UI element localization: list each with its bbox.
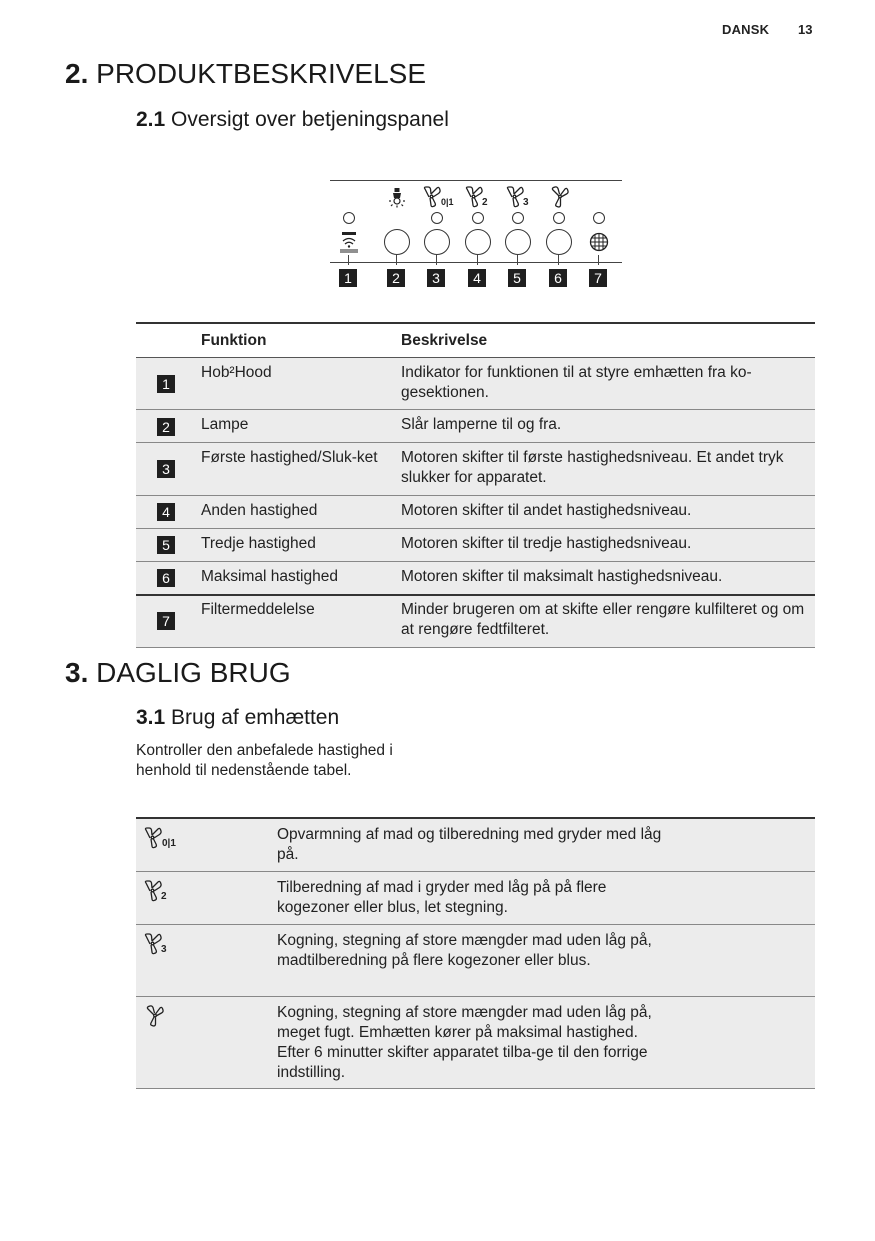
table-row <box>136 358 815 410</box>
fan-speed-label: 0|1 <box>441 197 454 207</box>
table-row <box>136 997 815 1089</box>
fan-speed-label: 3 <box>523 197 529 208</box>
fan-max-icon <box>543 185 577 209</box>
fan-speed-icon <box>420 185 454 209</box>
table-row <box>136 596 815 648</box>
usage-description: Kogning, stegning af store mængder mad uden låg på, madtilberedning på flere kogezoner eller blus. <box>277 932 652 969</box>
fan-speed-icon <box>143 827 177 849</box>
filter-led <box>593 212 605 224</box>
callout-number: 1 <box>339 269 357 287</box>
callout-tick <box>436 255 437 265</box>
row-number-badge: 3 <box>157 460 175 478</box>
fan-speed-icon <box>461 185 495 209</box>
table-row <box>136 496 815 529</box>
table-row <box>136 529 815 562</box>
fan-speed-icon <box>143 880 177 902</box>
panel-top-line <box>330 180 622 181</box>
control-panel-diagram <box>330 175 622 295</box>
speed-3-led <box>512 212 524 224</box>
row-function: Maksimal hastighed <box>201 568 338 585</box>
fan-speed-label: 0|1 <box>162 838 176 849</box>
fan-speed-icon <box>143 933 177 955</box>
callout-number: 4 <box>468 269 486 287</box>
row-function: Anden hastighed <box>201 502 318 519</box>
section-2-1-number: 2.1 <box>136 108 166 131</box>
section-3-number: 3. <box>65 657 89 688</box>
row-description: Indikator for funktionen til at styre emhætten fra ko-gesektionen. <box>401 364 752 401</box>
section-2-number: 2. <box>65 58 89 89</box>
table-row <box>136 443 815 496</box>
callout-tick <box>598 255 599 265</box>
section-3-1-heading <box>136 706 339 730</box>
usage-table <box>136 817 815 1089</box>
section-2-title: PRODUKTBESKRIVELSE <box>96 58 427 89</box>
row-function: Filtermeddelelse <box>201 601 315 618</box>
section-3-title: DAGLIG BRUG <box>96 657 291 688</box>
section-3-heading <box>65 657 291 689</box>
row-number-badge: 5 <box>157 536 175 554</box>
callout-number: 7 <box>589 269 607 287</box>
row-description: Slår lamperne til og fra. <box>401 416 562 433</box>
page-number: 13 <box>798 22 813 37</box>
callout-number: 2 <box>387 269 405 287</box>
table-header-row <box>136 322 815 358</box>
callout-tick <box>558 255 559 265</box>
row-function: Første hastighed/Sluk-ket <box>201 449 378 466</box>
hob2hood-led <box>343 212 355 224</box>
row-function: Tredje hastighed <box>201 535 316 552</box>
speed-2-led <box>472 212 484 224</box>
callout-tick <box>517 255 518 265</box>
lamp-icon <box>380 185 414 209</box>
speed-2-button[interactable] <box>465 229 491 255</box>
row-number-badge: 2 <box>157 418 175 436</box>
fan-speed-label: 2 <box>482 197 488 208</box>
column-header-function: Funktion <box>201 332 267 349</box>
row-number-badge: 7 <box>157 612 175 630</box>
usage-description: Kogning, stegning af store mængder mad uden låg på, meget fugt. Emhætten kører på maksimal hastighed. Efter 6 minutter skifter apparatet tilba-ge til den forrige indstilling. <box>277 1004 652 1081</box>
row-number-badge: 1 <box>157 375 175 393</box>
usage-description: Opvarmning af mad og tilberedning med gryder med låg på. <box>277 826 662 863</box>
table-row <box>136 872 815 925</box>
section-3-1-title: Brug af emhætten <box>171 706 340 729</box>
filter-grid-icon <box>588 231 610 253</box>
panel-bottom-line <box>330 262 622 263</box>
row-function: Lampe <box>201 416 249 433</box>
fan-speed-icon <box>502 185 536 209</box>
callout-number: 6 <box>549 269 567 287</box>
callout-tick <box>396 255 397 265</box>
speed-max-led <box>553 212 565 224</box>
section-2-1-heading <box>136 108 449 132</box>
section-3-intro: Kontroller den anbefalede hastighed i henhold til nedenstående tabel. <box>136 742 393 779</box>
speed-3-button[interactable] <box>505 229 531 255</box>
row-function: Hob²Hood <box>201 364 272 381</box>
speed-1-led <box>431 212 443 224</box>
speed-1-button[interactable] <box>424 229 450 255</box>
section-3-1-number: 3.1 <box>136 706 166 729</box>
usage-description: Tilberedning af mad i gryder med låg på på flere kogezoner eller blus, let stegning. <box>277 879 607 916</box>
row-description: Minder brugeren om at skifte eller rengøre kulfilteret og om at rengøre fedtfilteret. <box>401 601 805 638</box>
section-2-1-title: Oversigt over betjeningspanel <box>171 108 449 131</box>
fan-max-icon <box>143 1005 177 1027</box>
row-description: Motoren skifter til maksimalt hastighedsniveau. <box>401 568 723 585</box>
table-row <box>136 410 815 443</box>
section-2-heading <box>65 58 426 90</box>
callout-number: 5 <box>508 269 526 287</box>
callout-tick <box>348 255 349 265</box>
row-description: Motoren skifter til tredje hastighedsniveau. <box>401 535 692 552</box>
table-row <box>136 562 815 596</box>
hob2hood-icon <box>338 231 360 253</box>
lamp-button[interactable] <box>384 229 410 255</box>
row-description: Motoren skifter til andet hastighedsniveau. <box>401 502 692 519</box>
row-number-badge: 6 <box>157 569 175 587</box>
header-language: DANSK <box>722 22 770 37</box>
fan-speed-label: 2 <box>161 891 167 902</box>
callout-number: 3 <box>427 269 445 287</box>
speed-max-button[interactable] <box>546 229 572 255</box>
row-number-badge: 4 <box>157 503 175 521</box>
row-description: Motoren skifter til første hastighedsniveau. Et andet tryk slukker for apparatet. <box>401 449 784 486</box>
callout-tick <box>477 255 478 265</box>
table-row <box>136 925 815 997</box>
table-row <box>136 817 815 872</box>
column-header-description: Beskrivelse <box>401 332 488 349</box>
fan-speed-label: 3 <box>161 944 167 955</box>
function-table <box>136 322 815 648</box>
